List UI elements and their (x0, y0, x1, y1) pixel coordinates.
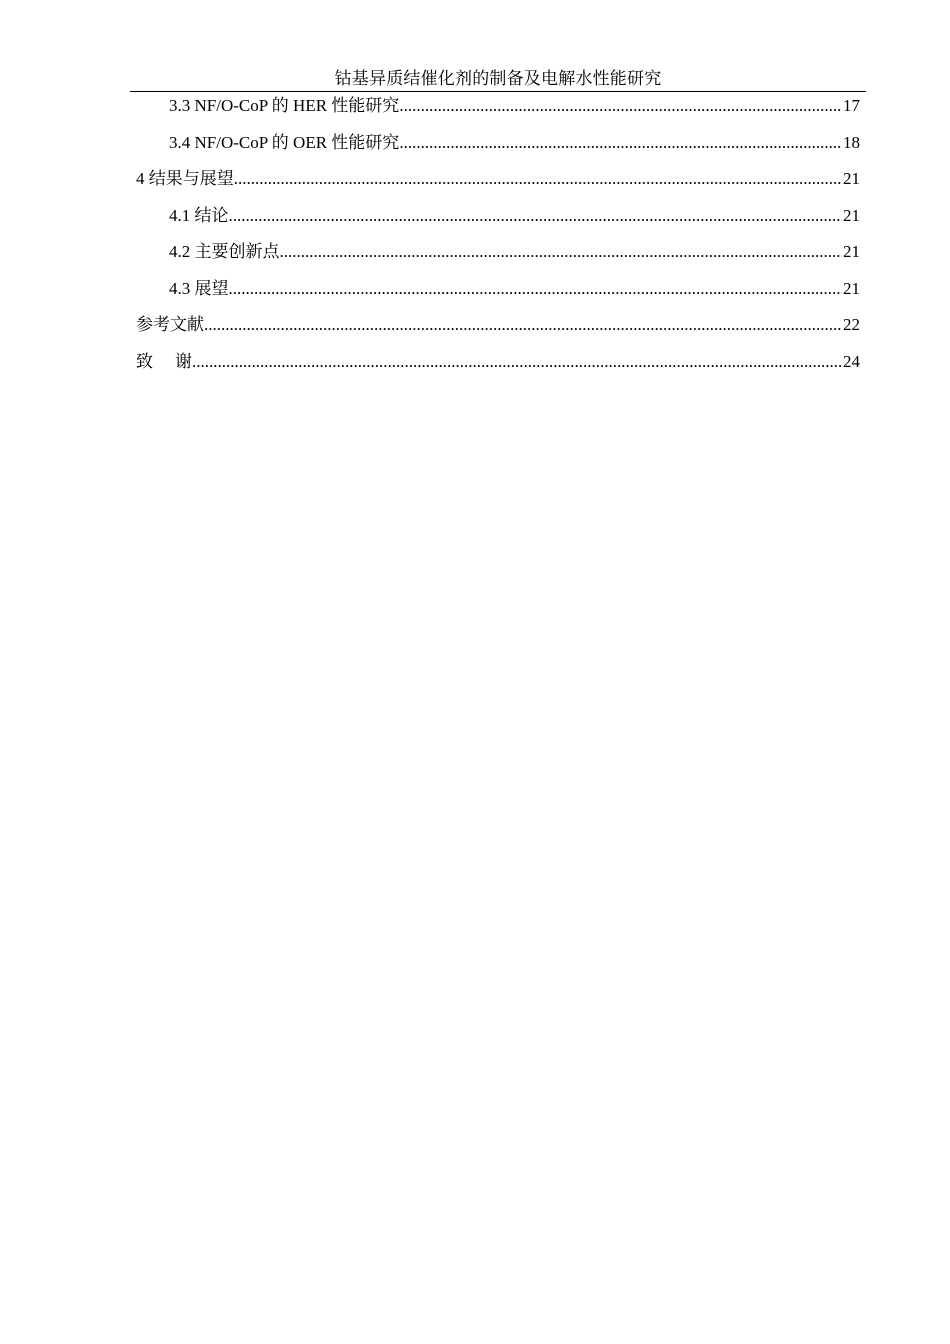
toc-page-number: 21 (843, 242, 860, 261)
toc-page-number: 17 (843, 96, 860, 115)
toc-entry-4[interactable] (136, 167, 860, 204)
toc-entry-title: 4.3 展望 (169, 278, 229, 298)
toc-entry-title: 4.1 结论 (169, 205, 229, 225)
toc-page-number: 21 (843, 205, 860, 225)
toc-entry-title: 4.2 主要创新点 (169, 242, 280, 261)
toc-entry-title: 3.3 NF/O-CoP 的 HER 性能研究 (169, 96, 400, 115)
toc-entry-title: 4 结果与展望 (136, 169, 234, 188)
toc-page-number: 24 (843, 351, 860, 371)
toc-entry-title (136, 350, 192, 374)
toc-entry-acknowledgements[interactable] (136, 350, 860, 387)
toc-entry-3-4[interactable] (136, 131, 860, 168)
toc-page-number: 18 (843, 132, 860, 152)
toc-entry-3-3[interactable] (136, 94, 860, 131)
toc-entry-title: 参考文献 (136, 315, 204, 334)
toc-page-number: 21 (843, 169, 860, 188)
toc-dot-leader (399, 94, 842, 118)
toc-entry-4-1[interactable] (136, 204, 860, 241)
toc-dot-leader (229, 277, 843, 301)
toc-dot-leader (229, 204, 843, 228)
toc-dot-leader (192, 350, 842, 374)
toc-entry-title: 3.4 NF/O-CoP 的 OER 性能研究 (169, 132, 400, 152)
toc-entry-title-part1: 致 (136, 351, 153, 371)
toc-dot-leader (234, 167, 842, 191)
toc-entry-title-part2: 谢 (175, 351, 192, 371)
toc-dot-leader (280, 240, 843, 264)
toc-entry-4-3[interactable] (136, 277, 860, 314)
toc-entry-references[interactable] (136, 313, 860, 350)
running-header: 钴基异质结催化剂的制备及电解水性能研究 (130, 66, 866, 92)
toc-dot-leader (204, 313, 842, 337)
table-of-contents (136, 94, 860, 386)
toc-page-number: 21 (843, 278, 860, 298)
toc-entry-4-2[interactable] (136, 240, 860, 277)
toc-page-number: 22 (843, 315, 860, 334)
toc-dot-leader (399, 131, 842, 155)
